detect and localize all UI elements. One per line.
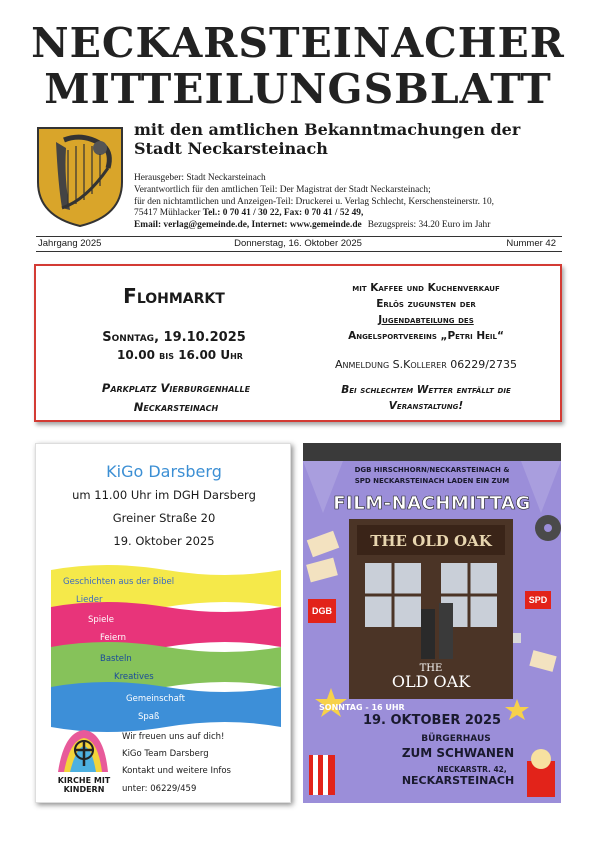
film-venue-line2: ZUM SCHWANEN bbox=[401, 746, 515, 760]
masthead-title-line2: MITTEILUNGSBLATT bbox=[44, 65, 552, 113]
kigo-date: 19. Oktober 2025 bbox=[113, 534, 215, 548]
imprint-price: Bezugspreis: 34.20 Euro im Jahr bbox=[367, 220, 491, 230]
spd-logo: SPD bbox=[525, 591, 551, 609]
flohmarkt-place: Parkplatz Vierburgenhalle bbox=[101, 381, 251, 395]
flohmarkt-registration: Anmeldung S.Kollerer 06229/2735 bbox=[335, 358, 517, 371]
flohmarkt-time: 10.00 bis 16.00 Uhr bbox=[117, 348, 243, 362]
kigo-logo-text: KIRCHE MIT bbox=[57, 776, 111, 785]
issue-rule-bottom bbox=[36, 251, 562, 252]
film-time: SONNTAG - 16 UHR bbox=[319, 703, 405, 712]
film-poster bbox=[303, 443, 561, 803]
imprint-contact bbox=[134, 219, 490, 231]
film-title: FILM-NACHMITTAG bbox=[333, 493, 531, 514]
wave-label: Feiern bbox=[100, 633, 126, 643]
imprint-address-city: 75417 Mühlacker bbox=[134, 208, 203, 218]
flohmarkt-ad bbox=[34, 264, 562, 422]
wave-label: Kreatives bbox=[114, 672, 154, 682]
kigo-logo-text: KINDERN bbox=[63, 785, 105, 794]
wave-label: Lieder bbox=[76, 595, 103, 605]
movie-poster-image bbox=[349, 519, 513, 699]
wave-blue bbox=[51, 682, 281, 732]
wave-label: Basteln bbox=[100, 654, 132, 664]
flohmarkt-weather-note-end: Veranstaltung! bbox=[388, 400, 464, 412]
kigo-time-place: um 11.00 Uhr im DGH Darsberg bbox=[72, 488, 256, 502]
film-date: 19. OKTOBER 2025 bbox=[362, 713, 502, 728]
wave-label: Geschichten aus der Bibel bbox=[63, 577, 175, 587]
imprint-nonofficial-part: für den nichtamtlichen und Anzeigen-Teil: Druckerei u. Verlag Schlecht, Kerschensteinerstr. 10, bbox=[134, 197, 494, 207]
issue-date: Donnerstag, 16. Oktober 2025 bbox=[234, 238, 362, 249]
flohmarkt-club: Angelsportvereins „Petri Heil“ bbox=[348, 330, 504, 342]
kigo-title: KiGo Darsberg bbox=[106, 462, 222, 481]
flohmarkt-date: Sonntag, 19.10.2025 bbox=[102, 330, 246, 345]
kigo-poster bbox=[35, 443, 291, 803]
wave-label: Spaß bbox=[138, 712, 160, 722]
wave-label: Spiele bbox=[88, 615, 114, 625]
imprint-address bbox=[134, 207, 363, 219]
movie-title-the: THE bbox=[419, 663, 443, 674]
imprint-email-internet[interactable]: Email: verlag@gemeinde.de, Internet: www.gemeinde.de bbox=[134, 220, 362, 230]
church-with-children-icon bbox=[50, 726, 114, 774]
imprint-official-part: Verantwortlich für den amtlichen Teil: Der Magistrat der Stadt Neckarsteinach; bbox=[134, 185, 431, 195]
kigo-welcome: Wir freuen uns auf dich! bbox=[122, 732, 225, 742]
film-street: NECKARSTR. 42, bbox=[437, 765, 507, 774]
flohmarkt-proceeds: Erlös zugunsten der bbox=[376, 298, 476, 310]
flohmarkt-title: Flohmarkt bbox=[123, 284, 225, 308]
film-venue-line1: BÜRGERHAUS bbox=[421, 734, 491, 744]
kigo-wave-flag bbox=[46, 562, 286, 732]
kigo-street: Greiner Straße 20 bbox=[112, 511, 216, 525]
flohmarkt-youth-dept: Jugendabteilung des bbox=[378, 314, 474, 326]
issue-year: Jahrgang 2025 bbox=[38, 238, 102, 249]
issue-rule-top bbox=[36, 236, 562, 237]
issue-number: Nummer 42 bbox=[506, 238, 556, 249]
kigo-phone: unter: 06229/459 bbox=[122, 784, 197, 794]
dgb-logo: DGB bbox=[308, 599, 336, 623]
masthead-title-line1: NECKARSTEINACHER bbox=[31, 19, 565, 67]
kigo-team: KiGo Team Darsberg bbox=[122, 749, 209, 759]
film-hosts-line1: DGB HIRSCHHORN/NECKARSTEINACH & bbox=[354, 466, 510, 474]
masthead-subtitle-line2: Stadt Neckarsteinach bbox=[134, 139, 328, 158]
coat-of-arms-harp-icon bbox=[34, 124, 126, 228]
imprint-publisher: Herausgeber: Stadt Neckarsteinach bbox=[134, 173, 266, 183]
flohmarkt-cafe: mit Kaffee und Kuchenverkauf bbox=[352, 282, 500, 294]
flohmarkt-town: Neckarsteinach bbox=[133, 400, 219, 414]
movie-sign: THE OLD OAK bbox=[370, 532, 492, 550]
movie-title-name: OLD OAK bbox=[391, 672, 471, 691]
wave-label: Gemeinschaft bbox=[126, 694, 185, 704]
imprint-phone-fax: Tel.: 0 70 41 / 30 22, Fax: 0 70 41 / 52 49, bbox=[202, 208, 364, 218]
flohmarkt-weather-note: Bei schlechtem Wetter entfällt die bbox=[341, 384, 511, 396]
masthead-subtitle-line1: mit den amtlichen Bekanntmachungen der bbox=[134, 120, 521, 139]
kigo-contact: Kontakt und weitere Infos bbox=[122, 766, 231, 776]
film-town: NECKARSTEINACH bbox=[401, 774, 515, 787]
film-hosts-line2: SPD NECKARSTEINACH LADEN EIN ZUM bbox=[354, 477, 510, 485]
